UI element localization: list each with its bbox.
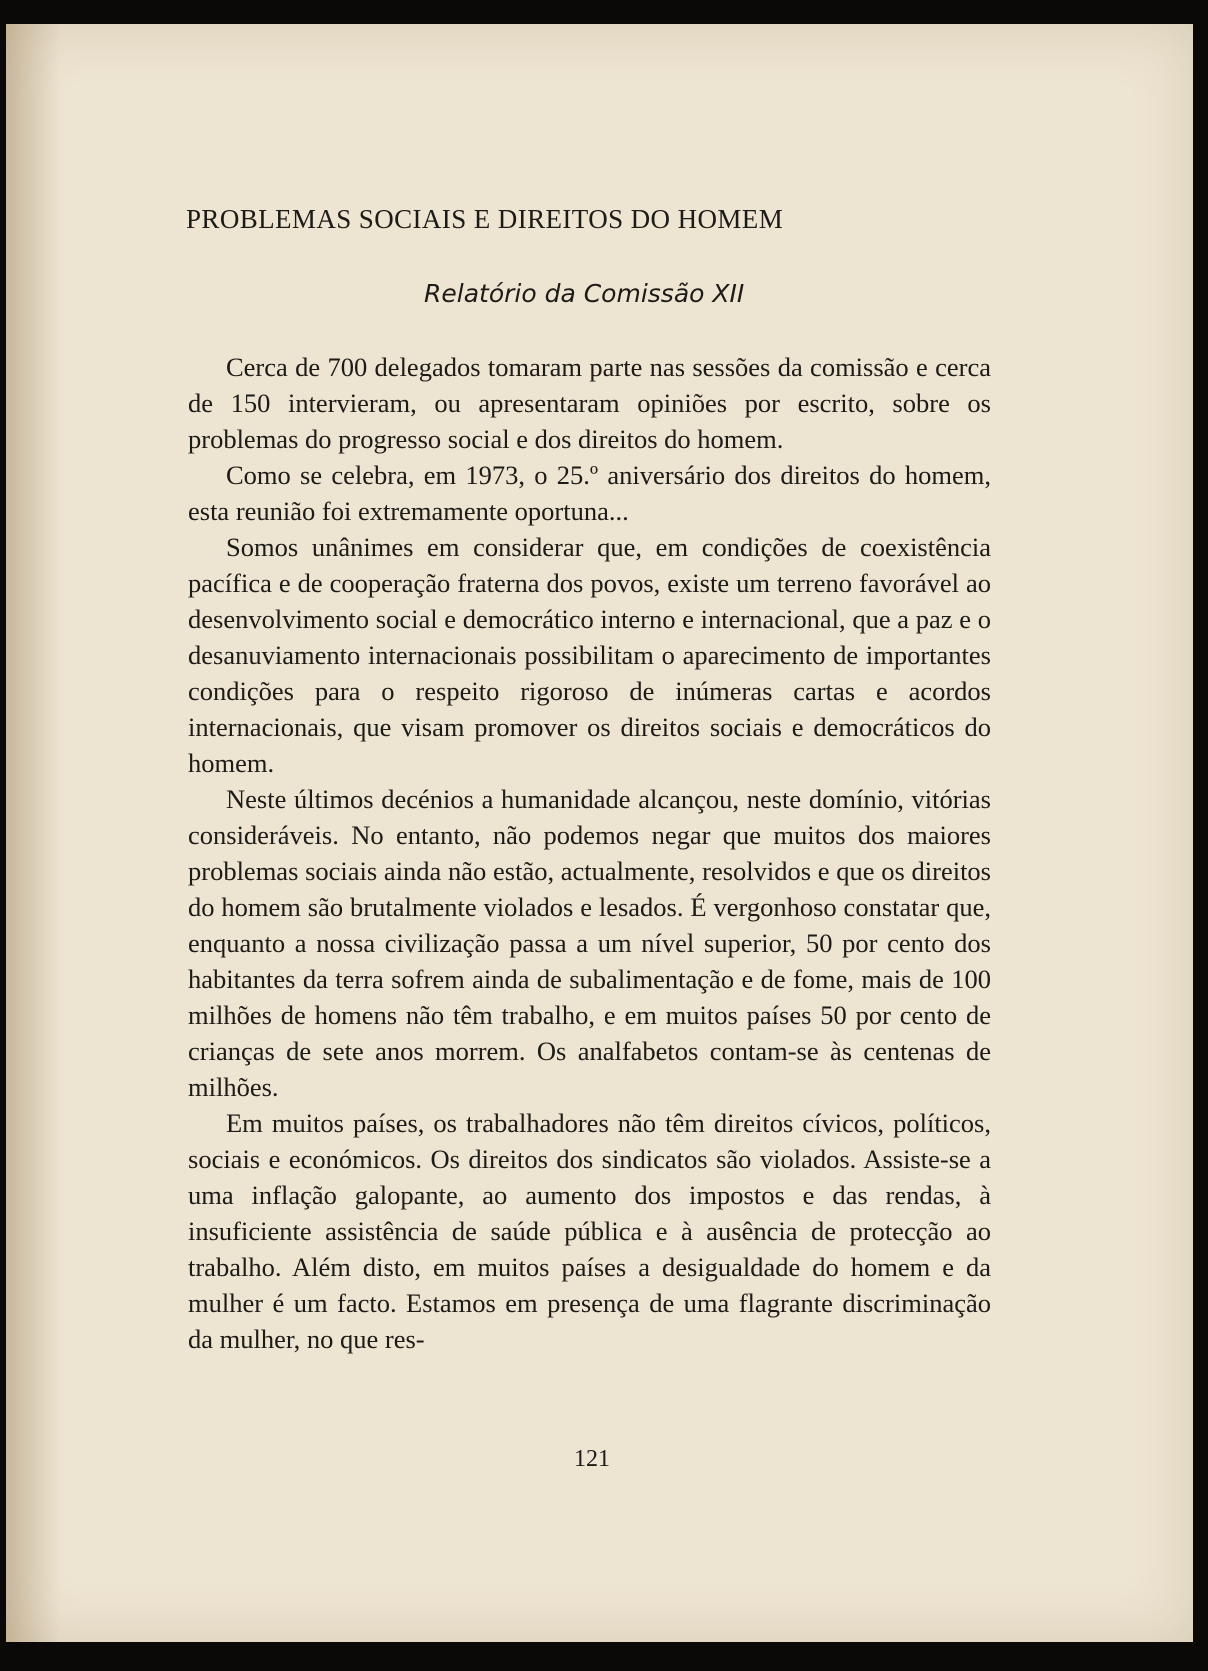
paragraph: Neste últimos decénios a humanidade alcançou, neste domínio, vitórias consideráveis. No entanto, não podemos negar que muitos dos maiores problemas sociais ainda não estão, actualmente, resolvidos e que os direitos do homem são brutalmente violados e lesados. É vergonhoso constatar que, enquanto a nossa civilização passa a um nível superior, 50 por cento dos habitantes da terra sofrem ainda de subalimentação e de fome, mais de 100 milhões de homens não têm trabalho, e em muitos países 50 por cento de crianças de sete anos morrem. Os analfabetos contam-se às centenas de milhões. xyxy=(188,784,991,1102)
paragraph: Em muitos países, os trabalhadores não têm direitos cívicos, políticos, sociais e económicos. Os direitos dos sindicatos são violados. Assiste-se a uma inflação galopante, ao aumento dos impostos e das rendas, à insuficiente assistência de saúde pública e à ausência de protecção ao trabalho. Além disto, em muitos países a desigualdade do homem e da mulher é um facto. Estamos em presença de uma flagrante discriminação da mulher, no que res- xyxy=(188,1108,991,1354)
page-number: 121 xyxy=(574,1446,610,1472)
gutter-shadow xyxy=(6,24,61,1642)
page-subtitle: Relatório da Comissão XII xyxy=(424,279,745,308)
paragraph: Cerca de 700 delegados tomaram parte nas sessões da comissão e cerca de 150 intervieram, ou apresentaram opiniões por escrito, sobre os problemas do progresso social e dos direitos do homem. xyxy=(188,352,991,454)
page-title: PROBLEMAS SOCIAIS E DIREITOS DO HOMEM xyxy=(186,204,784,234)
book-page xyxy=(6,24,1193,1642)
paragraph: Somos unânimes em considerar que, em condições de coexistência pacífica e de cooperação fraterna dos povos, existe um terreno favorável ao desenvolvimento social e democrático interno e internacional, que a paz e o desanuviamento internacionais possibilitam o aparecimento de importantes condições para o respeito rigoroso de inúmeras cartas e acordos internacionais, que visam promover os direitos sociais e democráticos do homem. xyxy=(188,532,991,778)
paragraph: Como se celebra, em 1973, o 25.º aniversário dos direitos do homem, esta reunião foi extremamente oportuna... xyxy=(188,460,991,526)
body-text xyxy=(188,349,991,1357)
